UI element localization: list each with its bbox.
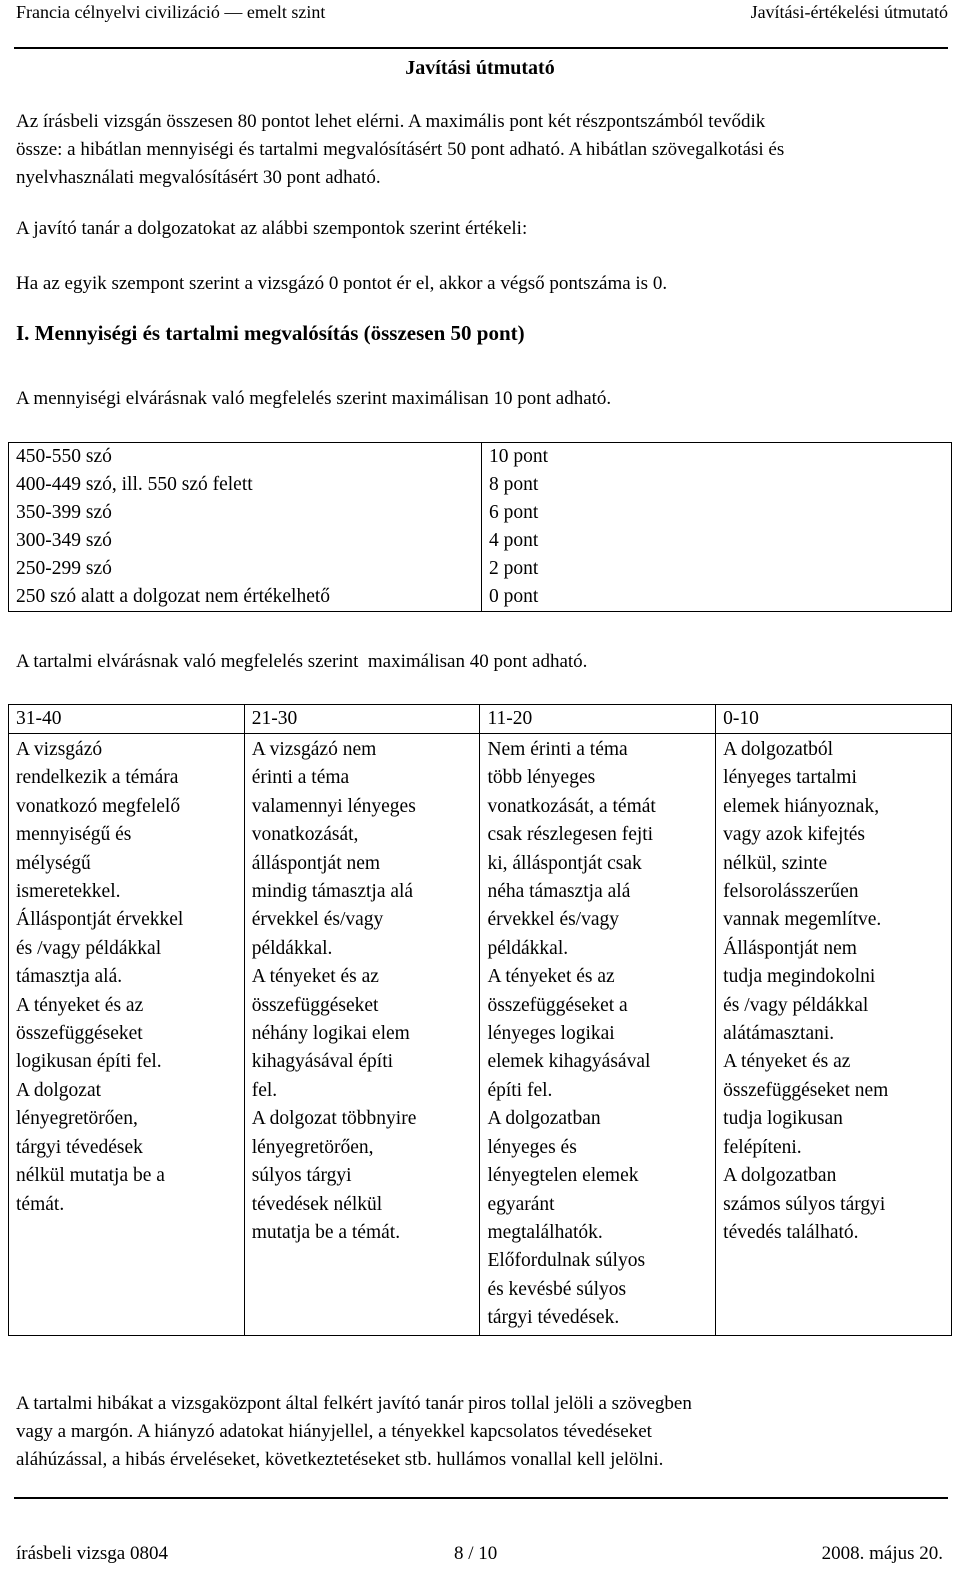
section-title: I. Mennyiségi és tartalmi megvalósítás (összesen 50 pont) [16, 321, 525, 345]
rubric-line: A dolgozatban [723, 1165, 837, 1187]
rubric-line: elemek kihagyásával [487, 1051, 651, 1073]
rubric-line: A dolgozat [16, 1079, 102, 1101]
rubric-line: és /vagy példákkal [723, 994, 869, 1016]
rubric-line: Előfordulnak súlyos [487, 1250, 646, 1272]
rubric-line: A vizsgázó nem [251, 739, 377, 760]
page-header [16, 2, 948, 28]
closing-paragraph [16, 1390, 950, 1474]
rubric-line: A vizsgázó [16, 739, 103, 760]
rubric-line: vannak megemlítve. [723, 909, 882, 931]
rubric-line: valamennyi lényeges [251, 795, 416, 817]
points-cell: 10 pont [482, 443, 952, 472]
rubric-line: és kevésbé súlyos [487, 1278, 627, 1300]
points-cell: 0 pont [482, 583, 952, 612]
rubric-line: több lényeges [487, 767, 596, 789]
score-band-header: 11-20 [480, 705, 716, 734]
rubric-line: összefüggéseket [16, 1023, 143, 1045]
rubric-line: kihagyásával építi [251, 1051, 394, 1073]
table-row [9, 499, 952, 527]
rubric-line: tévedések nélkül [251, 1193, 383, 1215]
rubric-line: néhány logikai elem [251, 1023, 410, 1045]
table-row [9, 443, 952, 472]
rubric-line: megtalálhatók. [487, 1221, 603, 1243]
points-cell: 6 pont [482, 499, 952, 527]
footer-date: 2008. május 20. [821, 1543, 943, 1564]
rubric-line: példákkal. [487, 937, 569, 959]
intro-line: Az írásbeli vizsgán összesen 80 pontot lehet elérni. A maximális pont két részpontszámból tevődik [16, 111, 766, 132]
rubric-line: alátámasztani. [723, 1023, 835, 1045]
rubric-line: lényegretörően, [251, 1136, 374, 1158]
rubric-line: súlyos tárgyi [251, 1165, 352, 1187]
header-doc-type: Javítási-értékelési útmutató [750, 2, 948, 22]
table-header-row [9, 705, 952, 734]
rubric-line: elemek hiányoznak, [723, 795, 880, 817]
rubric-line: A dolgozat többnyire [251, 1108, 417, 1130]
quantity-intro: A mennyiségi elvárásnak való megfelelés szerint maximálisan 10 pont adható. [16, 388, 612, 409]
rubric-line: építi fel. [487, 1079, 553, 1101]
rubric-line: A tényeket és az [487, 966, 615, 988]
rubric-line: csak részlegesen fejti [487, 824, 654, 846]
word-range-cell: 300-349 szó [9, 527, 482, 555]
table-row [9, 555, 952, 583]
rubric-line: tudja megindokolni [723, 966, 876, 988]
rubric-line: Nem érinti a téma [487, 739, 628, 760]
rubric-line: érinti a téma [251, 767, 350, 789]
rubric-line: tudja logikusan [723, 1108, 843, 1130]
closing-line: A tartalmi hibákat a vizsgaközpont által felkért javító tanár piros tollal jelöli a szövegben [16, 1393, 692, 1414]
rubric-line: A dolgozatból [723, 739, 834, 760]
content-intro: A tartalmi elvárásnak való megfelelés szerint maximálisan 40 pont adható. [16, 651, 588, 672]
rubric-line: logikusan építi fel. [16, 1051, 162, 1073]
score-band-header: 31-40 [9, 705, 245, 734]
rubric-line: A tényeket és az [251, 966, 379, 988]
rubric-line: tárgyi tévedések [16, 1136, 143, 1158]
content-rubric-table [8, 704, 952, 1336]
word-range-cell: 250-299 szó [9, 555, 482, 583]
word-range-cell: 250 szó alatt a dolgozat nem értékelhető [9, 583, 482, 612]
rubric-line: nélkül, szinte [723, 852, 828, 874]
table-row [9, 527, 952, 555]
rubric-line: rendelkezik a témára [16, 767, 179, 789]
points-cell: 2 pont [482, 555, 952, 583]
table-row [9, 471, 952, 499]
rubric-line: összefüggéseket a [487, 994, 628, 1016]
page-number: 8 / 10 [454, 1543, 498, 1564]
rubric-line: mindig támasztja alá [251, 881, 414, 903]
points-cell: 4 pont [482, 527, 952, 555]
table-row [9, 734, 952, 1336]
footer-exam-code: írásbeli vizsga 0804 [16, 1543, 168, 1564]
rubric-line: Álláspontját érvekkel [16, 909, 184, 931]
rubric-description-cell [244, 734, 480, 1336]
header-rule [14, 47, 948, 49]
rubric-line: álláspontját nem [251, 852, 381, 874]
rubric-line: egyaránt [487, 1193, 555, 1215]
rubric-line: lényeges tartalmi [723, 767, 857, 789]
table-row [9, 583, 952, 612]
score-band-header: 0-10 [716, 705, 952, 734]
footer-rule [14, 1497, 948, 1499]
intro-line: össze: a hibátlan mennyiségi és tartalmi megvalósításért 50 pont adható. A hibátlan szövegalkotási és [16, 139, 785, 160]
word-range-cell: 400-449 szó, ill. 550 szó felett [9, 471, 482, 499]
rubric-line: A dolgozatban [487, 1108, 601, 1130]
rubric-line: számos súlyos tárgyi [723, 1193, 886, 1215]
rubric-line: mutatja be a témát. [251, 1221, 401, 1243]
rubric-line: mélységű [16, 852, 91, 874]
rubric-line: és /vagy példákkal [16, 937, 162, 959]
score-band-header: 21-30 [244, 705, 480, 734]
rubric-line: ki, álláspontját csak [487, 852, 642, 874]
rubric-line: érvekkel és/vagy [251, 909, 384, 931]
word-range-cell: 450-550 szó [9, 443, 482, 472]
rubric-line: tévedés található. [723, 1221, 859, 1243]
rubric-description-cell [480, 734, 716, 1336]
rubric-line: vonatkozását, [251, 824, 359, 846]
rubric-line: felsorolásszerűen [723, 881, 859, 903]
rubric-line: ismeretekkel. [16, 881, 121, 903]
zero-rule: Ha az egyik szempont szerint a vizsgázó 0 pontot ér el, akkor a végső pontszáma is 0. [16, 273, 668, 294]
rubric-line: lényegtelen elemek [487, 1165, 639, 1187]
intro-line: nyelvhasználati megvalósításért 30 pont adható. [16, 167, 381, 188]
rubric-line: vagy azok kifejtés [723, 824, 866, 846]
rubric-line: érvekkel és/vagy [487, 909, 620, 931]
rubric-line: Álláspontját nem [723, 937, 857, 959]
page-title: Javítási útmutató [405, 57, 555, 79]
rubric-line: néha támasztja alá [487, 881, 631, 903]
rubric-line: nélkül mutatja be a [16, 1165, 165, 1187]
rubric-line: lényeges logikai [487, 1023, 615, 1045]
word-range-cell: 350-399 szó [9, 499, 482, 527]
rubric-line: felépíteni. [723, 1136, 802, 1158]
rubric-line: mennyiségű és [16, 824, 132, 846]
rubric-line: tárgyi tévedések. [487, 1307, 620, 1329]
rubric-line: A tényeket és az [16, 994, 144, 1016]
intro-paragraph [16, 108, 950, 192]
rubric-line: A tényeket és az [723, 1051, 851, 1073]
rubric-line: fel. [251, 1079, 278, 1101]
rubric-line: támasztja alá. [16, 966, 123, 988]
rubric-line: lényeges és [487, 1136, 577, 1158]
closing-line: vagy a margón. A hiányzó adatokat hiányjellel, a tényekkel kapcsolatos tévedéseket [16, 1421, 652, 1442]
header-subject: Francia célnyelvi civilizáció — emelt szint [16, 2, 326, 22]
rubric-line: témát. [16, 1193, 65, 1215]
closing-line: aláhúzással, a hibás érveléseket, következtetéseket stb. hullámos vonallal kell jelölni. [16, 1449, 664, 1470]
criteria-intro: A javító tanár a dolgozatokat az alábbi szempontok szerint értékeli: [16, 218, 528, 239]
rubric-line: összefüggéseket [251, 994, 379, 1016]
rubric-line: lényegretörően, [16, 1108, 138, 1130]
rubric-description-cell [716, 734, 952, 1336]
rubric-line: összefüggéseket nem [723, 1079, 889, 1101]
points-cell: 8 pont [482, 471, 952, 499]
rubric-description-cell [9, 734, 245, 1336]
rubric-line: vonatkozását, a témát [487, 795, 656, 817]
rubric-line: vonatkozó megfelelő [16, 795, 181, 817]
quantity-table [8, 442, 952, 612]
rubric-line: példákkal. [251, 937, 333, 959]
